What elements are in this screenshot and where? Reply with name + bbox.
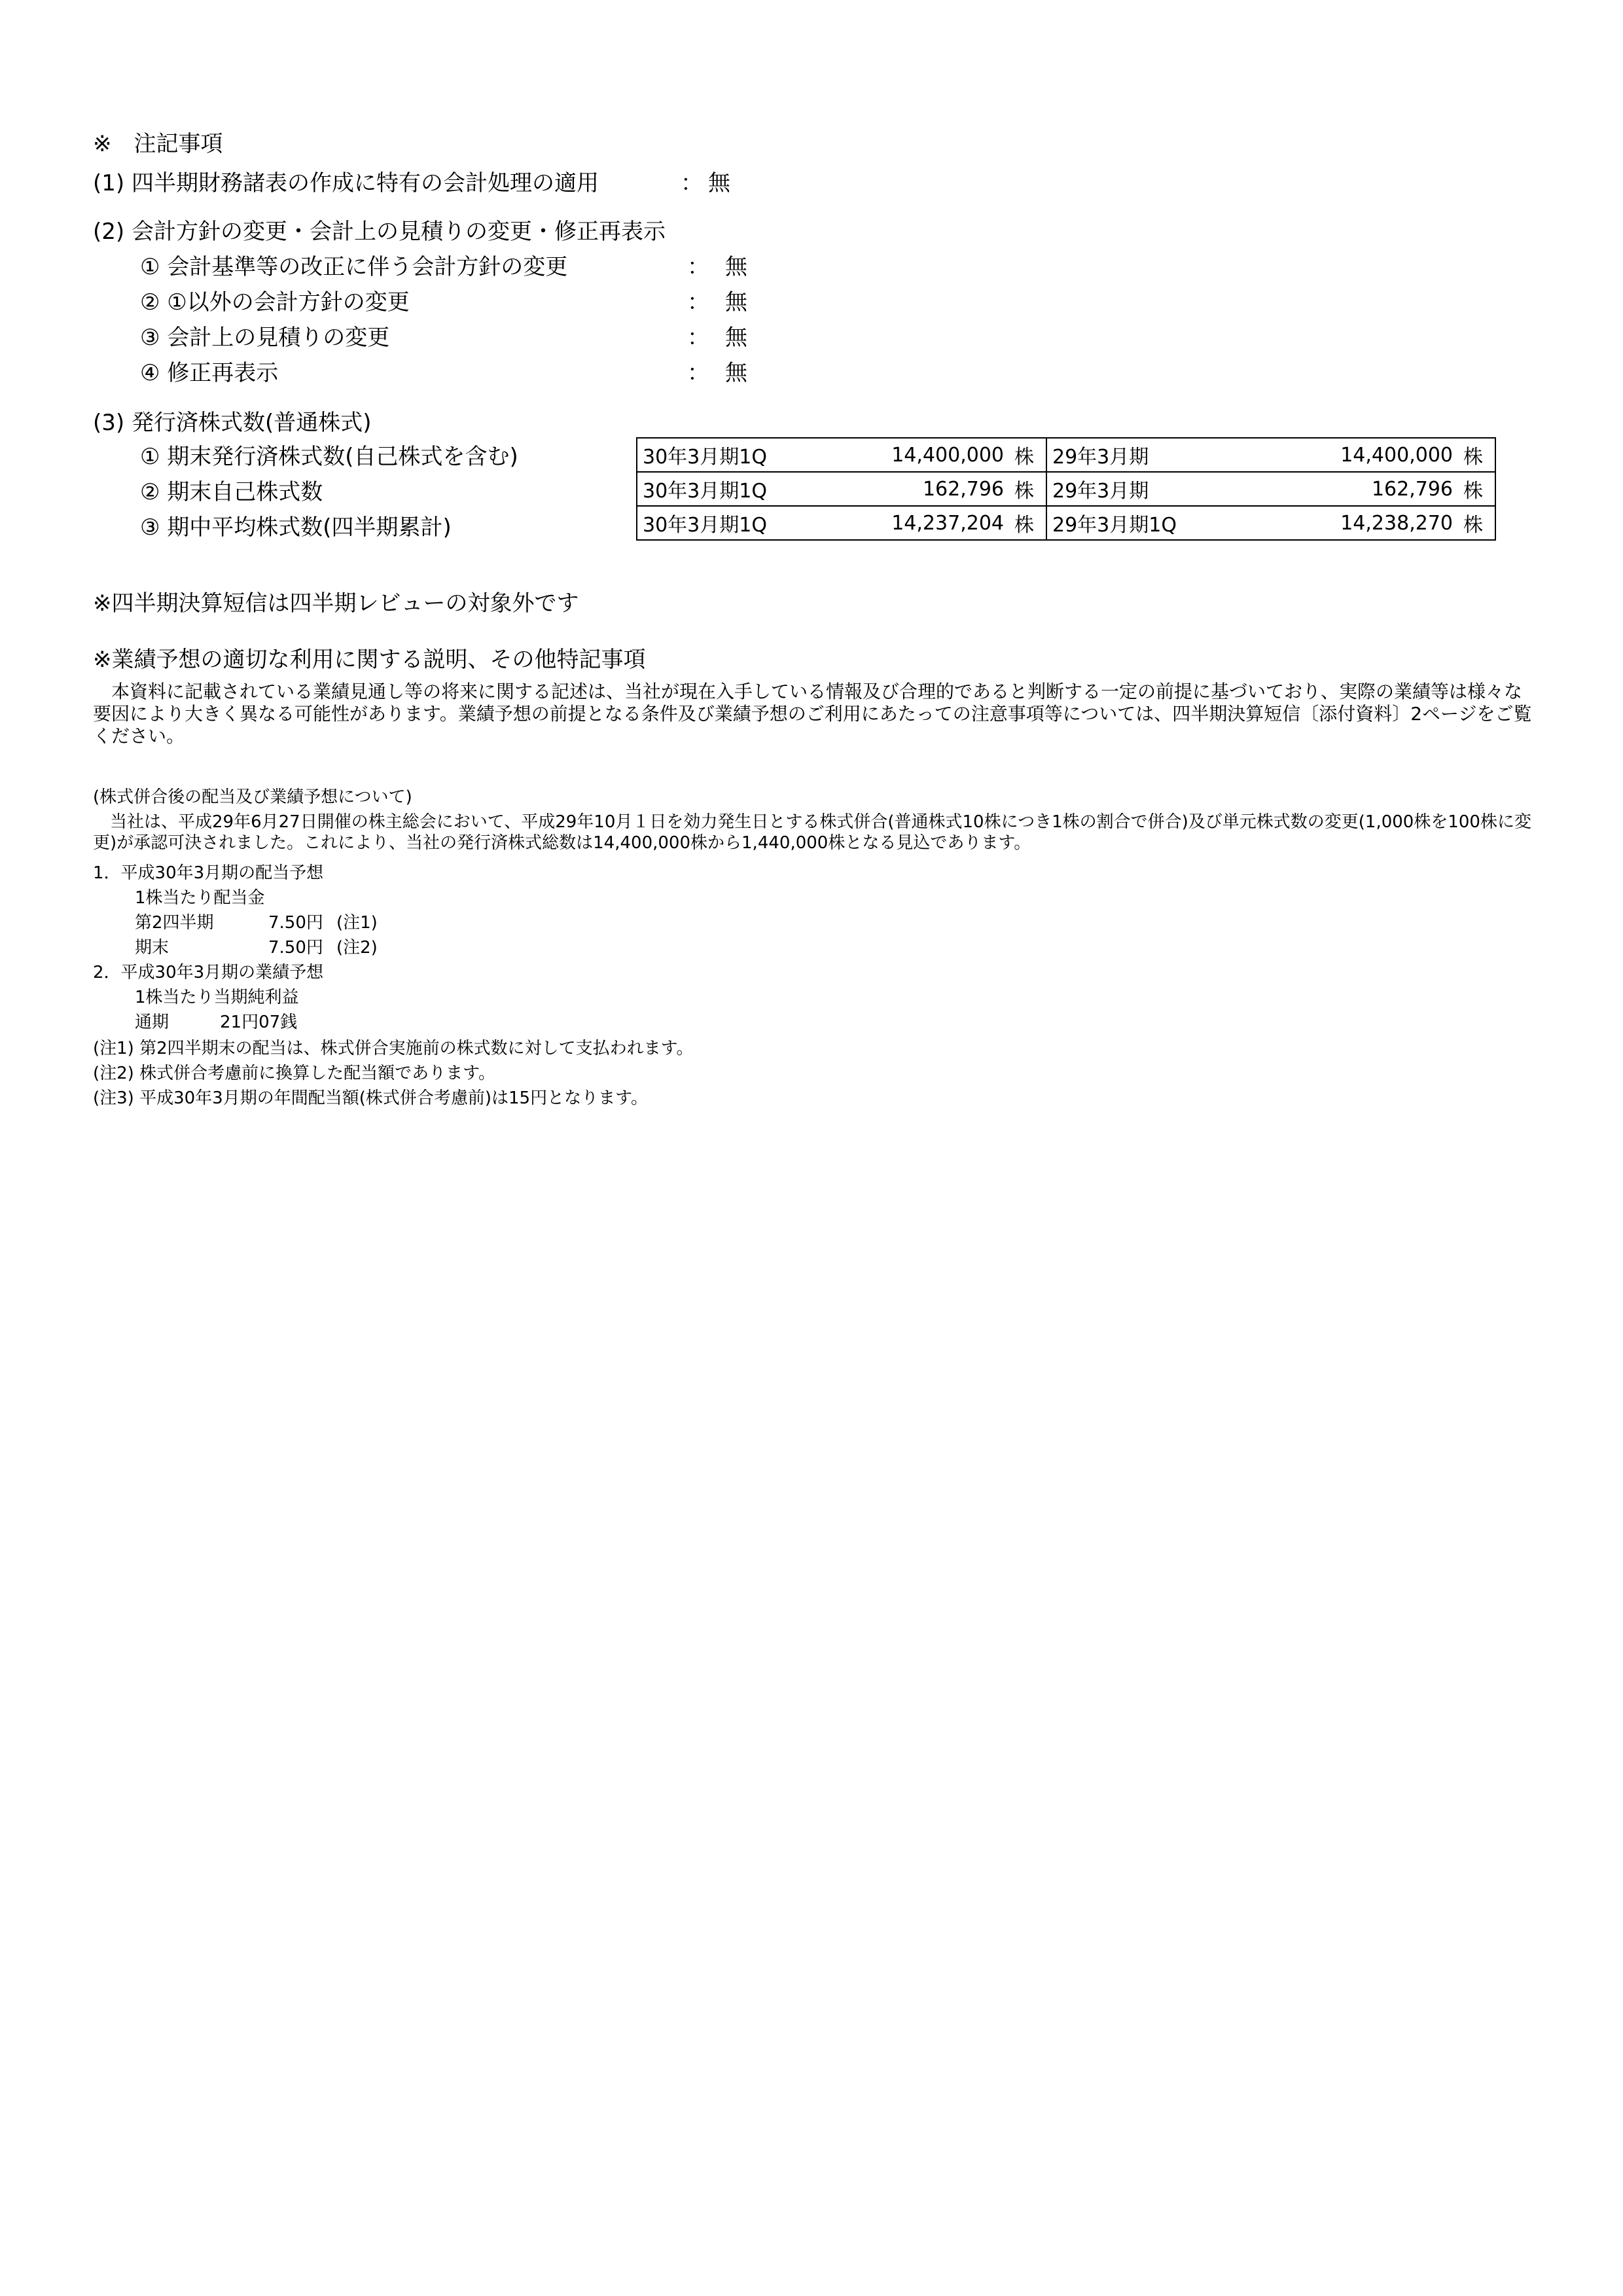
table-row (637, 438, 1495, 472)
prev-value: 14,400,000 (1270, 438, 1458, 472)
note-2-sub-4-value: 無 (725, 360, 747, 386)
cur-period: 30年3月期1Q (637, 472, 856, 506)
cur-period: 30年3月期1Q (637, 506, 856, 540)
notes-title: ※ 注記事項 (93, 131, 223, 157)
note-2-sub-2-sep: ： (687, 289, 709, 315)
shares-row-3-label: ③ 期中平均株式数(四半期累計) (140, 514, 452, 541)
footnote-3: (注3) 平成30年3月期の年間配当額(株式併合考慮前)は15円となります。 (93, 1088, 649, 1108)
dividend-q2-value: 7.50円 (268, 913, 323, 933)
eps-label: 1株当たり当期純利益 (135, 988, 299, 1007)
dividend-q2-label: 第2四半期 (135, 913, 214, 933)
dividend-end-label: 期末 (135, 938, 169, 958)
dividend-forecast-title: 1．平成30年3月期の配当予想 (93, 863, 324, 883)
prev-value: 162,796 (1270, 472, 1458, 506)
note-2-sub-3-value: 無 (725, 325, 747, 351)
cur-unit: 株 (1009, 438, 1046, 472)
dividend-q2-note: (注1) (336, 913, 378, 933)
note-2-sub-1-sep: ： (687, 254, 709, 280)
note-1-sep: ： (681, 170, 703, 196)
forecast-body: 本資料に記載されている業績見通し等の将来に関する記述は、当社が現在入手している情報及び合理的であると判断する一定の前提に基づいており、実際の業績等は様々な要因により大きく異なる可能性があります。業績予想の前提となる条件及び業績予想のご利用にあたっての注意事項等については、四半期決算短信〔添付資料〕2ページをご覧ください。 (93, 681, 1532, 747)
cur-unit: 株 (1009, 506, 1046, 540)
note-3-label: (3) 発行済株式数(普通株式) (93, 410, 372, 436)
note-2-sub-3-label: ③ 会計上の見積りの変更 (140, 325, 390, 351)
cur-period: 30年3月期1Q (637, 438, 856, 472)
cur-value: 14,400,000 (856, 438, 1009, 472)
prev-value: 14,238,270 (1270, 506, 1458, 540)
review-note: ※四半期決算短信は四半期レビューの対象外です (93, 590, 579, 617)
footnote-2: (注2) 株式併合考慮前に換算した配当額であります。 (93, 1064, 496, 1083)
dividend-end-note: (注2) (336, 938, 378, 958)
cur-unit: 株 (1009, 472, 1046, 506)
prev-period: 29年3月期1Q (1046, 506, 1270, 540)
consolidation-body: 当社は、平成29年6月27日開催の株主総会において、平成29年10月１日を効力発生日とする株式併合(普通株式10株につき1株の割合で併合)及び単元株式数の変更(1,000株を100株に変更)が承認可決されました。これにより、当社の発行済株式総数は14,400,000株から1,440,000株となる見込であります。 (93, 812, 1531, 853)
table-row (637, 472, 1495, 506)
forecast-heading: ※業績予想の適切な利用に関する説明、その他特記事項 (93, 647, 646, 673)
note-2-sub-4-sep: ： (687, 360, 709, 386)
shares-row-2-label: ② 期末自己株式数 (140, 479, 323, 505)
note-2-sub-3-sep: ： (687, 325, 709, 351)
footnote-1: (注1) 第2四半期末の配当は、株式併合実施前の株式数に対して支払われます。 (93, 1039, 694, 1058)
prev-unit: 株 (1458, 506, 1495, 540)
note-2-sub-1-value: 無 (725, 254, 747, 280)
prev-unit: 株 (1458, 438, 1495, 472)
note-2-sub-4-label: ④ 修正再表示 (140, 360, 279, 386)
dividend-per-share-label: 1株当たり配当金 (135, 888, 265, 908)
cur-value: 14,237,204 (856, 506, 1009, 540)
note-2-sub-1-label: ① 会計基準等の改正に伴う会計方針の変更 (140, 254, 568, 280)
note-2-sub-2-value: 無 (725, 289, 747, 315)
note-1-label: (1) 四半期財務諸表の作成に特有の会計処理の適用 (93, 170, 599, 196)
eps-full-year-label: 通期 (135, 1013, 169, 1032)
dividend-end-value: 7.50円 (268, 938, 323, 958)
eps-full-year-value: 21円07銭 (220, 1013, 298, 1032)
prev-unit: 株 (1458, 472, 1495, 506)
note-1-value: 無 (708, 170, 730, 196)
table-row (637, 506, 1495, 540)
note-2-label: (2) 会計方針の変更・会計上の見積りの変更・修正再表示 (93, 219, 666, 245)
earnings-forecast-title: 2．平成30年3月期の業績予想 (93, 963, 324, 982)
prev-period: 29年3月期 (1046, 472, 1270, 506)
prev-period: 29年3月期 (1046, 438, 1270, 472)
consolidation-heading: (株式併合後の配当及び業績予想について) (93, 787, 412, 807)
shares-row-1-label: ① 期末発行済株式数(自己株式を含む) (140, 444, 518, 470)
shares-table (636, 437, 1496, 541)
note-2-sub-2-label: ② ①以外の会計方針の変更 (140, 289, 410, 315)
cur-value: 162,796 (856, 472, 1009, 506)
